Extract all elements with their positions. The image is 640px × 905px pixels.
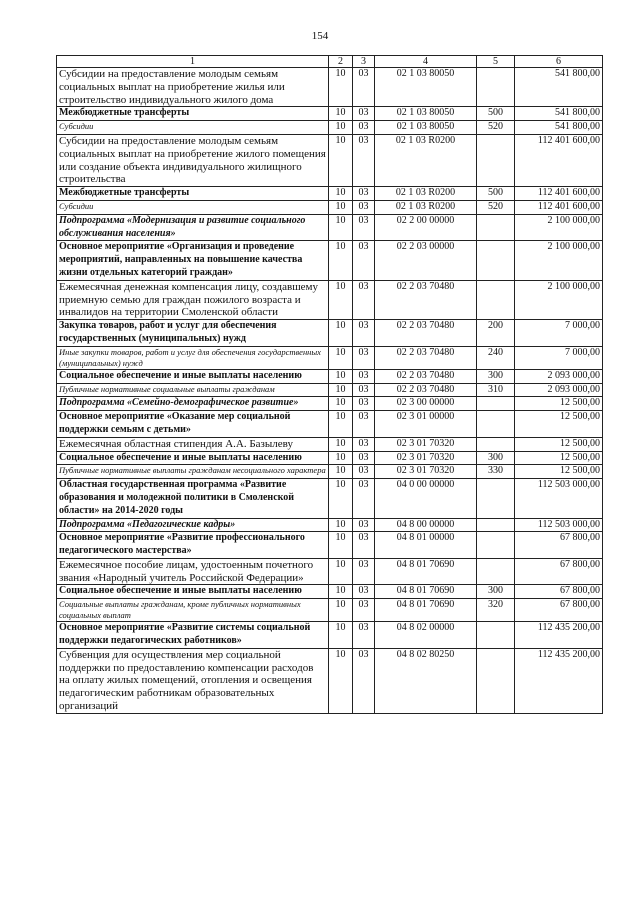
expense-type-cell: 310 — [477, 383, 515, 397]
section-code-cell: 10 — [329, 346, 353, 369]
page-number: 154 — [311, 30, 329, 42]
subsection-code-cell: 03 — [353, 68, 375, 107]
section-code-cell: 10 — [329, 558, 353, 585]
target-article-cell: 02 1 03 80050 — [375, 121, 477, 135]
row-name-cell: Областная государственная программа «Развитие образования и молодежной политики в Смоленской области» на 2014-2020 годы — [57, 479, 329, 518]
section-code-cell: 10 — [329, 200, 353, 214]
expense-type-cell — [477, 518, 515, 532]
amount-cell: 541 800,00 — [515, 68, 603, 107]
row-name-cell: Основное мероприятие «Развитие системы социальной поддержки педагогических работников» — [57, 622, 329, 649]
subsection-code-cell: 03 — [353, 107, 375, 121]
subsection-code-cell: 03 — [353, 622, 375, 649]
table-row — [57, 532, 603, 559]
row-name-cell: Основное мероприятие «Развитие профессионального педагогического мастерства» — [57, 532, 329, 559]
section-code-cell: 10 — [329, 479, 353, 518]
subsection-code-cell: 03 — [353, 241, 375, 280]
table-row — [57, 369, 603, 383]
table-row — [57, 187, 603, 201]
section-code-cell: 10 — [329, 397, 353, 411]
amount-cell: 12 500,00 — [515, 397, 603, 411]
expense-type-cell: 500 — [477, 107, 515, 121]
amount-cell: 67 800,00 — [515, 599, 603, 622]
expense-type-cell — [477, 437, 515, 451]
amount-cell: 2 100 000,00 — [515, 214, 603, 241]
row-name-cell: Субсидии — [57, 121, 329, 135]
section-code-cell: 10 — [329, 134, 353, 186]
row-name-cell: Публичные нормативные социальные выплаты гражданам — [57, 383, 329, 397]
target-article-cell: 02 2 03 00000 — [375, 241, 477, 280]
target-article-cell: 02 1 03 R0200 — [375, 134, 477, 186]
section-code-cell: 10 — [329, 107, 353, 121]
target-article-cell: 04 8 00 00000 — [375, 518, 477, 532]
expense-type-cell — [477, 411, 515, 438]
subsection-code-cell: 03 — [353, 585, 375, 599]
section-code-cell: 10 — [329, 451, 353, 465]
target-article-cell: 02 2 03 70480 — [375, 346, 477, 369]
expense-type-cell: 300 — [477, 369, 515, 383]
amount-cell: 112 401 600,00 — [515, 187, 603, 201]
target-article-cell: 02 1 03 R0200 — [375, 200, 477, 214]
expense-type-cell — [477, 68, 515, 107]
section-code-cell: 10 — [329, 214, 353, 241]
subsection-code-cell: 03 — [353, 346, 375, 369]
subsection-code-cell: 03 — [353, 369, 375, 383]
section-code-cell: 10 — [329, 532, 353, 559]
table-row — [57, 599, 603, 622]
target-article-cell: 04 8 02 00000 — [375, 622, 477, 649]
target-article-cell: 04 8 01 70690 — [375, 599, 477, 622]
target-article-cell: 02 3 01 70320 — [375, 437, 477, 451]
section-code-cell: 10 — [329, 320, 353, 347]
target-article-cell: 02 1 03 80050 — [375, 68, 477, 107]
target-article-cell: 02 3 01 00000 — [375, 411, 477, 438]
section-code-cell: 10 — [329, 383, 353, 397]
target-article-cell: 02 2 03 70480 — [375, 320, 477, 347]
column-header: 1 — [57, 56, 329, 68]
table-row — [57, 241, 603, 280]
section-code-cell: 10 — [329, 585, 353, 599]
row-name-cell: Межбюджетные трансферты — [57, 187, 329, 201]
table-row — [57, 200, 603, 214]
target-article-cell: 02 1 03 R0200 — [375, 187, 477, 201]
subsection-code-cell: 03 — [353, 558, 375, 585]
target-article-cell: 02 2 03 70480 — [375, 383, 477, 397]
amount-cell: 2 100 000,00 — [515, 280, 603, 319]
target-article-cell: 02 2 00 00000 — [375, 214, 477, 241]
subsection-code-cell: 03 — [353, 451, 375, 465]
column-header: 3 — [353, 56, 375, 68]
section-code-cell: 10 — [329, 280, 353, 319]
amount-cell: 2 093 000,00 — [515, 383, 603, 397]
target-article-cell: 04 0 00 00000 — [375, 479, 477, 518]
row-name-cell: Субсидии на предоставление молодым семьям социальных выплат на приобретение жилья или строительство индивидуального жилого дома — [57, 68, 329, 107]
subsection-code-cell: 03 — [353, 187, 375, 201]
row-name-cell: Ежемесячная областная стипендия А.А. Базылеву — [57, 437, 329, 451]
subsection-code-cell: 03 — [353, 599, 375, 622]
subsection-code-cell: 03 — [353, 383, 375, 397]
target-article-cell: 04 8 01 00000 — [375, 532, 477, 559]
table-row — [57, 320, 603, 347]
amount-cell: 2 100 000,00 — [515, 241, 603, 280]
expense-type-cell: 520 — [477, 200, 515, 214]
section-code-cell: 10 — [329, 241, 353, 280]
amount-cell: 12 500,00 — [515, 437, 603, 451]
row-name-cell: Субвенция для осуществления мер социальной поддержки по предоставлению компенсации расходов на оплату жилых помещений, отопления и освещения педагогическим работникам образовательных организаций — [57, 648, 329, 713]
amount-cell: 112 435 200,00 — [515, 622, 603, 649]
table-row — [57, 585, 603, 599]
column-header: 2 — [329, 56, 353, 68]
amount-cell: 541 800,00 — [515, 107, 603, 121]
table-row — [57, 622, 603, 649]
row-name-cell: Субсидии на предоставление молодым семьям социальных выплат на приобретение жилого помещения или создание объекта индивидуального жилищного строительства — [57, 134, 329, 186]
table-row — [57, 437, 603, 451]
target-article-cell: 04 8 01 70690 — [375, 558, 477, 585]
expense-type-cell — [477, 214, 515, 241]
target-article-cell: 04 8 02 80250 — [375, 648, 477, 713]
amount-cell: 67 800,00 — [515, 585, 603, 599]
amount-cell: 112 503 000,00 — [515, 479, 603, 518]
expense-type-cell — [477, 622, 515, 649]
subsection-code-cell: 03 — [353, 320, 375, 347]
section-code-cell: 10 — [329, 437, 353, 451]
table-row — [57, 383, 603, 397]
subsection-code-cell: 03 — [353, 532, 375, 559]
expense-type-cell: 300 — [477, 585, 515, 599]
row-name-cell: Иные закупки товаров, работ и услуг для обеспечения государственных (муниципальных) нужд — [57, 346, 329, 369]
amount-cell: 67 800,00 — [515, 558, 603, 585]
table-row — [57, 68, 603, 107]
expense-type-cell — [477, 479, 515, 518]
expense-type-cell: 200 — [477, 320, 515, 347]
expense-type-cell: 240 — [477, 346, 515, 369]
target-article-cell: 02 2 03 70480 — [375, 280, 477, 319]
column-header: 4 — [375, 56, 477, 68]
section-code-cell: 10 — [329, 187, 353, 201]
row-name-cell: Социальное обеспечение и иные выплаты населению — [57, 585, 329, 599]
subsection-code-cell: 03 — [353, 437, 375, 451]
amount-cell: 7 000,00 — [515, 320, 603, 347]
row-name-cell: Социальное обеспечение и иные выплаты населению — [57, 369, 329, 383]
subsection-code-cell: 03 — [353, 518, 375, 532]
table-row — [57, 411, 603, 438]
subsection-code-cell: 03 — [353, 214, 375, 241]
amount-cell: 7 000,00 — [515, 346, 603, 369]
subsection-code-cell: 03 — [353, 648, 375, 713]
amount-cell: 112 503 000,00 — [515, 518, 603, 532]
amount-cell: 12 500,00 — [515, 411, 603, 438]
row-name-cell: Субсидии — [57, 200, 329, 214]
table-row — [57, 479, 603, 518]
subsection-code-cell: 03 — [353, 200, 375, 214]
expense-type-cell — [477, 648, 515, 713]
row-name-cell: Основное мероприятие «Оказание мер социальной поддержки семьям с детьми» — [57, 411, 329, 438]
expense-type-cell: 500 — [477, 187, 515, 201]
amount-cell: 541 800,00 — [515, 121, 603, 135]
table-row — [57, 397, 603, 411]
target-article-cell: 02 3 01 70320 — [375, 465, 477, 479]
section-code-cell: 10 — [329, 121, 353, 135]
row-name-cell: Межбюджетные трансферты — [57, 107, 329, 121]
row-name-cell: Ежемесячная денежная компенсация лицу, создавшему приемную семью для граждан пожилого возраста и инвалидов на территории Смоленской области — [57, 280, 329, 319]
expense-type-cell — [477, 134, 515, 186]
row-name-cell: Подпрограмма «Модернизация и развитие социального обслуживания населения» — [57, 214, 329, 241]
section-code-cell: 10 — [329, 648, 353, 713]
amount-cell: 67 800,00 — [515, 532, 603, 559]
subsection-code-cell: 03 — [353, 134, 375, 186]
amount-cell: 112 401 600,00 — [515, 200, 603, 214]
table-row — [57, 107, 603, 121]
target-article-cell: 02 2 03 70480 — [375, 369, 477, 383]
expense-type-cell — [477, 558, 515, 585]
target-article-cell: 04 8 01 70690 — [375, 585, 477, 599]
target-article-cell: 02 3 00 00000 — [375, 397, 477, 411]
subsection-code-cell: 03 — [353, 479, 375, 518]
column-header: 5 — [477, 56, 515, 68]
amount-cell: 12 500,00 — [515, 451, 603, 465]
row-name-cell: Социальное обеспечение и иные выплаты населению — [57, 451, 329, 465]
expense-type-cell — [477, 280, 515, 319]
section-code-cell: 10 — [329, 411, 353, 438]
table-row — [57, 121, 603, 135]
row-name-cell: Социальные выплаты гражданам, кроме публичных нормативных социальных выплат — [57, 599, 329, 622]
target-article-cell: 02 1 03 80050 — [375, 107, 477, 121]
section-code-cell: 10 — [329, 518, 353, 532]
amount-cell: 12 500,00 — [515, 465, 603, 479]
expense-type-cell — [477, 397, 515, 411]
table-header-row — [57, 56, 603, 68]
expense-type-cell: 330 — [477, 465, 515, 479]
row-name-cell: Закупка товаров, работ и услуг для обеспечения государственных (муниципальных) нужд — [57, 320, 329, 347]
subsection-code-cell: 03 — [353, 280, 375, 319]
section-code-cell: 10 — [329, 369, 353, 383]
row-name-cell: Основное мероприятие «Организация и проведение мероприятий, направленных на повышение качества жизни отдельных категорий граждан» — [57, 241, 329, 280]
section-code-cell: 10 — [329, 599, 353, 622]
column-header: 6 — [515, 56, 603, 68]
table-row — [57, 451, 603, 465]
row-name-cell: Подпрограмма «Семейно-демографическое развитие» — [57, 397, 329, 411]
section-code-cell: 10 — [329, 622, 353, 649]
budget-table — [56, 55, 603, 714]
subsection-code-cell: 03 — [353, 121, 375, 135]
row-name-cell: Ежемесячное пособие лицам, удостоенным почетного звания «Народный учитель Российской Федерации» — [57, 558, 329, 585]
table-row — [57, 558, 603, 585]
table-row — [57, 648, 603, 713]
subsection-code-cell: 03 — [353, 465, 375, 479]
table-row — [57, 465, 603, 479]
table-row — [57, 280, 603, 319]
expense-type-cell: 520 — [477, 121, 515, 135]
amount-cell: 2 093 000,00 — [515, 369, 603, 383]
expense-type-cell — [477, 532, 515, 559]
subsection-code-cell: 03 — [353, 411, 375, 438]
amount-cell: 112 435 200,00 — [515, 648, 603, 713]
table-row — [57, 518, 603, 532]
row-name-cell: Публичные нормативные выплаты гражданам несоциального характера — [57, 465, 329, 479]
expense-type-cell: 300 — [477, 451, 515, 465]
section-code-cell: 10 — [329, 465, 353, 479]
amount-cell: 112 401 600,00 — [515, 134, 603, 186]
row-name-cell: Подпрограмма «Педагогические кадры» — [57, 518, 329, 532]
table-row — [57, 134, 603, 186]
section-code-cell: 10 — [329, 68, 353, 107]
subsection-code-cell: 03 — [353, 397, 375, 411]
expense-type-cell: 320 — [477, 599, 515, 622]
expense-type-cell — [477, 241, 515, 280]
target-article-cell: 02 3 01 70320 — [375, 451, 477, 465]
table-row — [57, 214, 603, 241]
table-row — [57, 346, 603, 369]
